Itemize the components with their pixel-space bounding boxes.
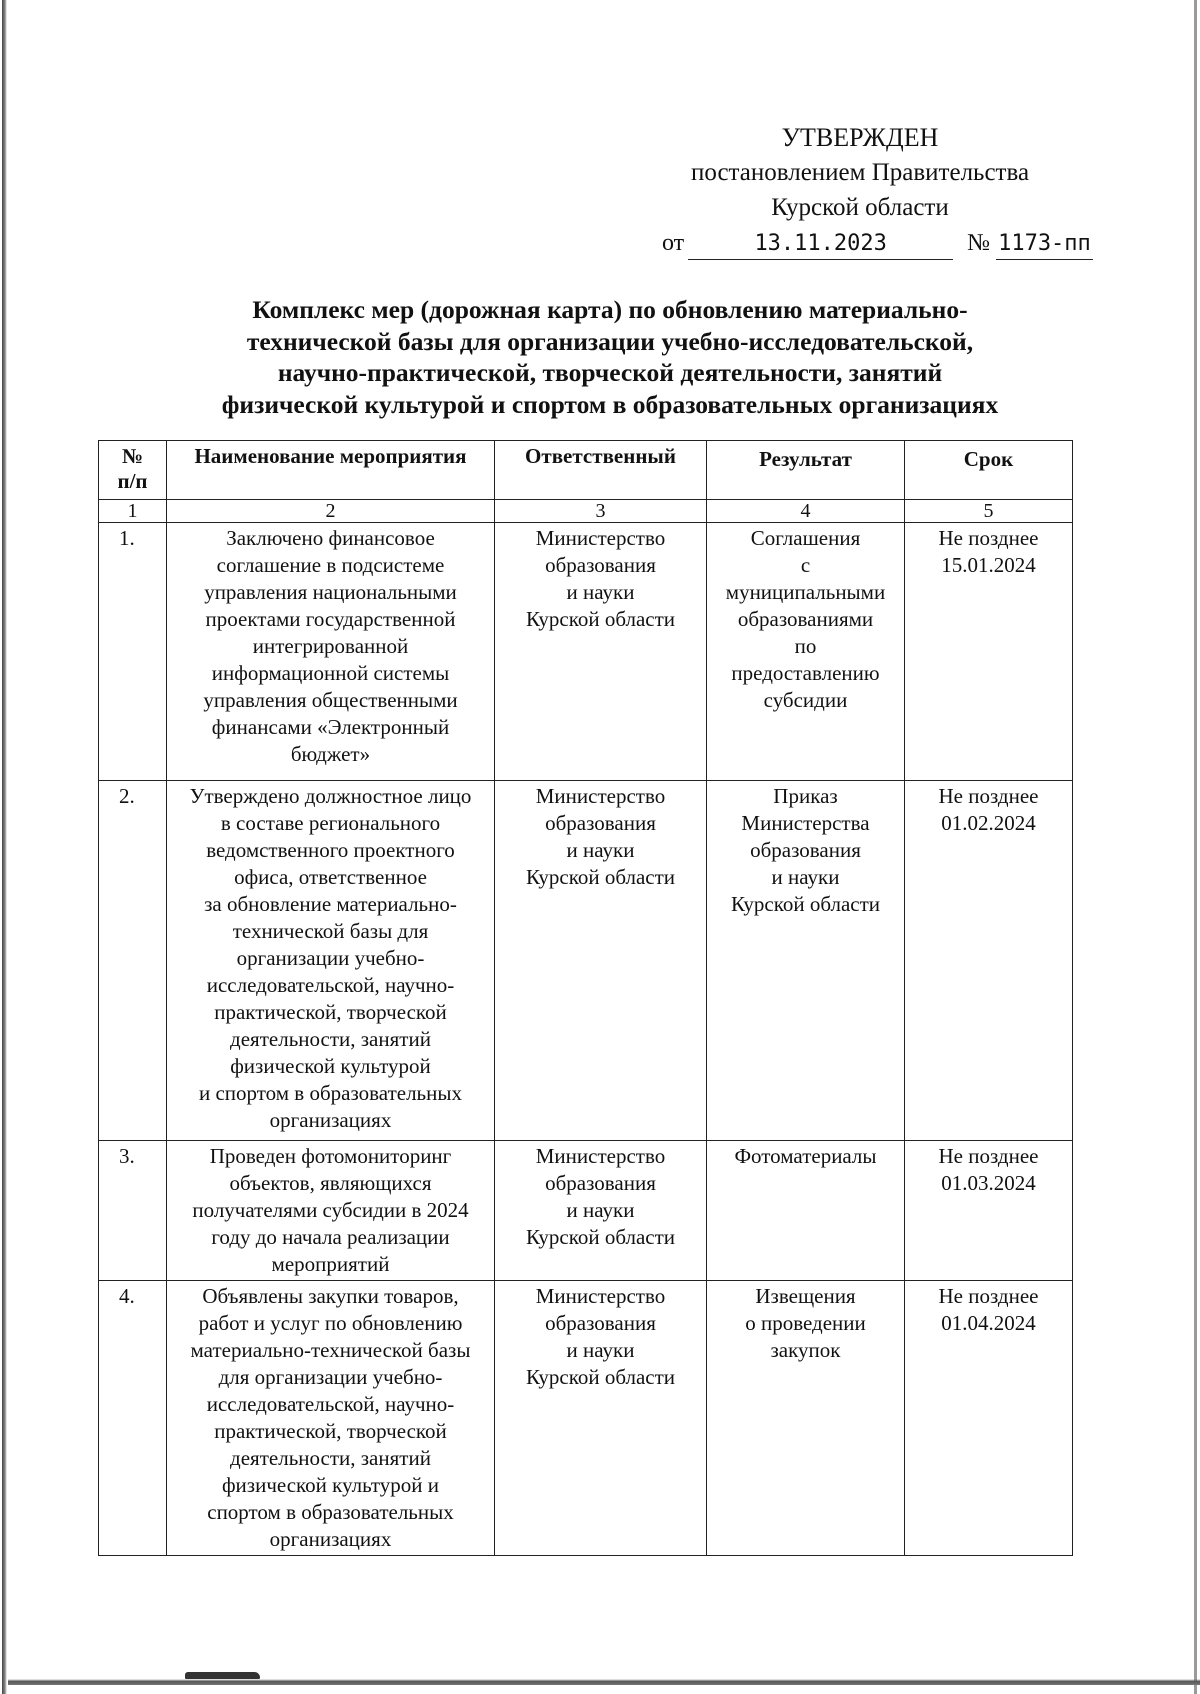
approval-date-number [662,228,1112,260]
row-number: 1. [99,523,167,781]
cell-line: материально-технической базы [190,1338,471,1362]
row-number: 3. [99,1141,167,1281]
table-row [99,781,1073,1141]
cell-line: объектов, являющихся [229,1171,432,1195]
cell-line: муниципальными [725,580,886,604]
cell-line: 01.04.2024 [941,1311,1036,1335]
header-responsible: Ответственный [495,441,707,500]
approval-number: 1173-пп [996,229,1093,260]
cell-line: образования [545,553,656,577]
scan-edge-right [1194,0,1197,1694]
document-title [150,294,1070,420]
header-deadline: Срок [905,441,1073,500]
table-header-row [99,441,1073,500]
cell-line: Не позднее [938,1144,1039,1168]
cell-line: спортом в образовательных [207,1500,454,1524]
cell-line: Курской области [525,607,676,631]
cell-line: деятельности, занятий [230,1446,431,1470]
cell-line: образования [545,811,656,835]
row-responsible [495,1281,707,1556]
row-deadline [905,1141,1073,1281]
cell-line: 15.01.2024 [941,553,1036,577]
cell-line: Извещения [755,1284,856,1308]
approval-date: 13.11.2023 [688,229,953,260]
cell-line: за обновление материально- [204,892,457,916]
cell-line: Курской области [730,892,881,916]
approval-stamp-block [650,120,1070,225]
col-number: 3 [495,500,707,523]
scan-speck [185,1672,260,1679]
cell-line: деятельности, занятий [230,1027,431,1051]
cell-line: закупок [770,1338,841,1362]
table-row [99,1141,1073,1281]
cell-line: субсидии [763,688,848,712]
col-number: 4 [707,500,905,523]
row-deadline [905,523,1073,781]
cell-line: образования [545,1171,656,1195]
cell-line: Курской области [525,865,676,889]
row-activity-name [167,1281,495,1556]
cell-line: Министерство [535,784,666,808]
cell-line: управления общественными [203,688,458,712]
cell-line: и науки [566,580,635,604]
title-line: Комплекс мер (дорожная карта) по обновлению материально- [252,295,968,324]
cell-line: и науки [566,1338,635,1362]
cell-line: информационной системы [211,661,450,685]
cell-line: с [800,553,811,577]
cell-line: бюджет» [290,742,371,766]
cell-line: Министерство [535,1284,666,1308]
cell-line: Министерство [535,1144,666,1168]
row-activity-name [167,1141,495,1281]
scan-edge-bottom [8,1679,1200,1685]
row-responsible [495,523,707,781]
cell-line: образованиями [737,607,874,631]
cell-line: исследовательской, научно- [206,973,455,997]
cell-line: организации учебно- [236,946,425,970]
cell-line: Проведен фотомониторинг [209,1144,452,1168]
row-number: 2. [99,781,167,1141]
cell-line: работ и услуг по обновлению [198,1311,463,1335]
header-num: № п/п [99,441,167,500]
cell-line: получателями субсидии в 2024 [192,1198,469,1222]
cell-line: организациях [269,1108,392,1132]
cell-line: финансами «Электронный [211,715,450,739]
cell-line: Фотоматериалы [734,1144,877,1168]
row-deadline [905,781,1073,1141]
row-responsible [495,781,707,1141]
title-line: технической базы для организации учебно-исследовательской, [246,326,974,356]
row-activity-name [167,781,495,1141]
cell-line: офиса, ответственное [234,865,427,889]
cell-line: образования [545,1311,656,1335]
row-activity-name [167,523,495,781]
cell-line: управления национальными [204,580,457,604]
cell-line: для организации учебно- [218,1365,443,1389]
approval-line-1: постановлением Правительства [690,159,1030,186]
cell-line: технической базы для [232,919,429,943]
cell-line: ведомственного проектного [206,838,455,862]
cell-line: организациях [269,1527,392,1551]
title-line: физической культурой и спортом в образовательных организациях [221,389,999,419]
cell-line: Курской области [525,1225,676,1249]
cell-line: Не позднее [938,1284,1039,1308]
col-number: 5 [905,500,1073,523]
cell-line: соглашение в подсистеме [216,553,445,577]
cell-line: 01.02.2024 [941,811,1036,835]
cell-line: исследовательской, научно- [206,1392,455,1416]
cell-line: Соглашения [750,526,861,550]
title-line: научно-практической, творческой деятельности, занятий [277,358,943,387]
cell-line: Приказ [773,784,838,808]
row-responsible [495,1141,707,1281]
cell-line: и науки [771,865,840,889]
cell-line: и науки [566,838,635,862]
cell-line: образования [750,838,861,862]
cell-line: проектами государственной [205,607,456,631]
scan-edge-left [2,0,7,1694]
header-name: Наименование мероприятия [167,441,495,500]
approval-title: УТВЕРЖДЕН [781,123,939,152]
col-number: 2 [167,500,495,523]
cell-line: и науки [566,1198,635,1222]
cell-line: мероприятий [271,1252,390,1276]
cell-line: Не позднее [938,784,1039,808]
date-label: от [662,230,685,256]
number-label: № [967,230,991,256]
cell-line: в составе регионального [220,811,441,835]
column-numbers-row [99,500,1073,523]
row-number: 4. [99,1281,167,1556]
cell-line: Курской области [525,1365,676,1389]
roadmap-table [98,440,1073,1556]
cell-line: интегрированной [252,634,409,658]
cell-line: физической культурой и [221,1473,440,1497]
cell-line: по [794,634,817,658]
row-result [707,1281,905,1556]
table-row [99,1281,1073,1556]
table-row [99,523,1073,781]
cell-line: Министерство [535,526,666,550]
table-body [99,523,1073,1556]
cell-line: 01.03.2024 [941,1171,1036,1195]
approval-line-2: Курской области [771,194,949,221]
cell-line: году до начала реализации [211,1225,450,1249]
row-deadline [905,1281,1073,1556]
cell-line: и спортом в образовательных [199,1081,462,1105]
cell-line: Заключено финансовое [226,526,435,550]
cell-line: Объявлены закупки товаров, [202,1284,459,1308]
header-result: Результат [707,441,905,500]
cell-line: Утверждено должностное лицо [189,784,472,808]
cell-line: практической, творческой [214,1000,447,1024]
cell-line: о проведении [745,1311,866,1335]
cell-line: предоставлению [731,661,880,685]
cell-line: Не позднее [938,526,1039,550]
row-result [707,523,905,781]
row-result [707,1141,905,1281]
cell-line: физической культурой [230,1054,431,1078]
cell-line: практической, творческой [214,1419,447,1443]
row-result [707,781,905,1141]
cell-line: Министерства [741,811,870,835]
col-number: 1 [99,500,167,523]
